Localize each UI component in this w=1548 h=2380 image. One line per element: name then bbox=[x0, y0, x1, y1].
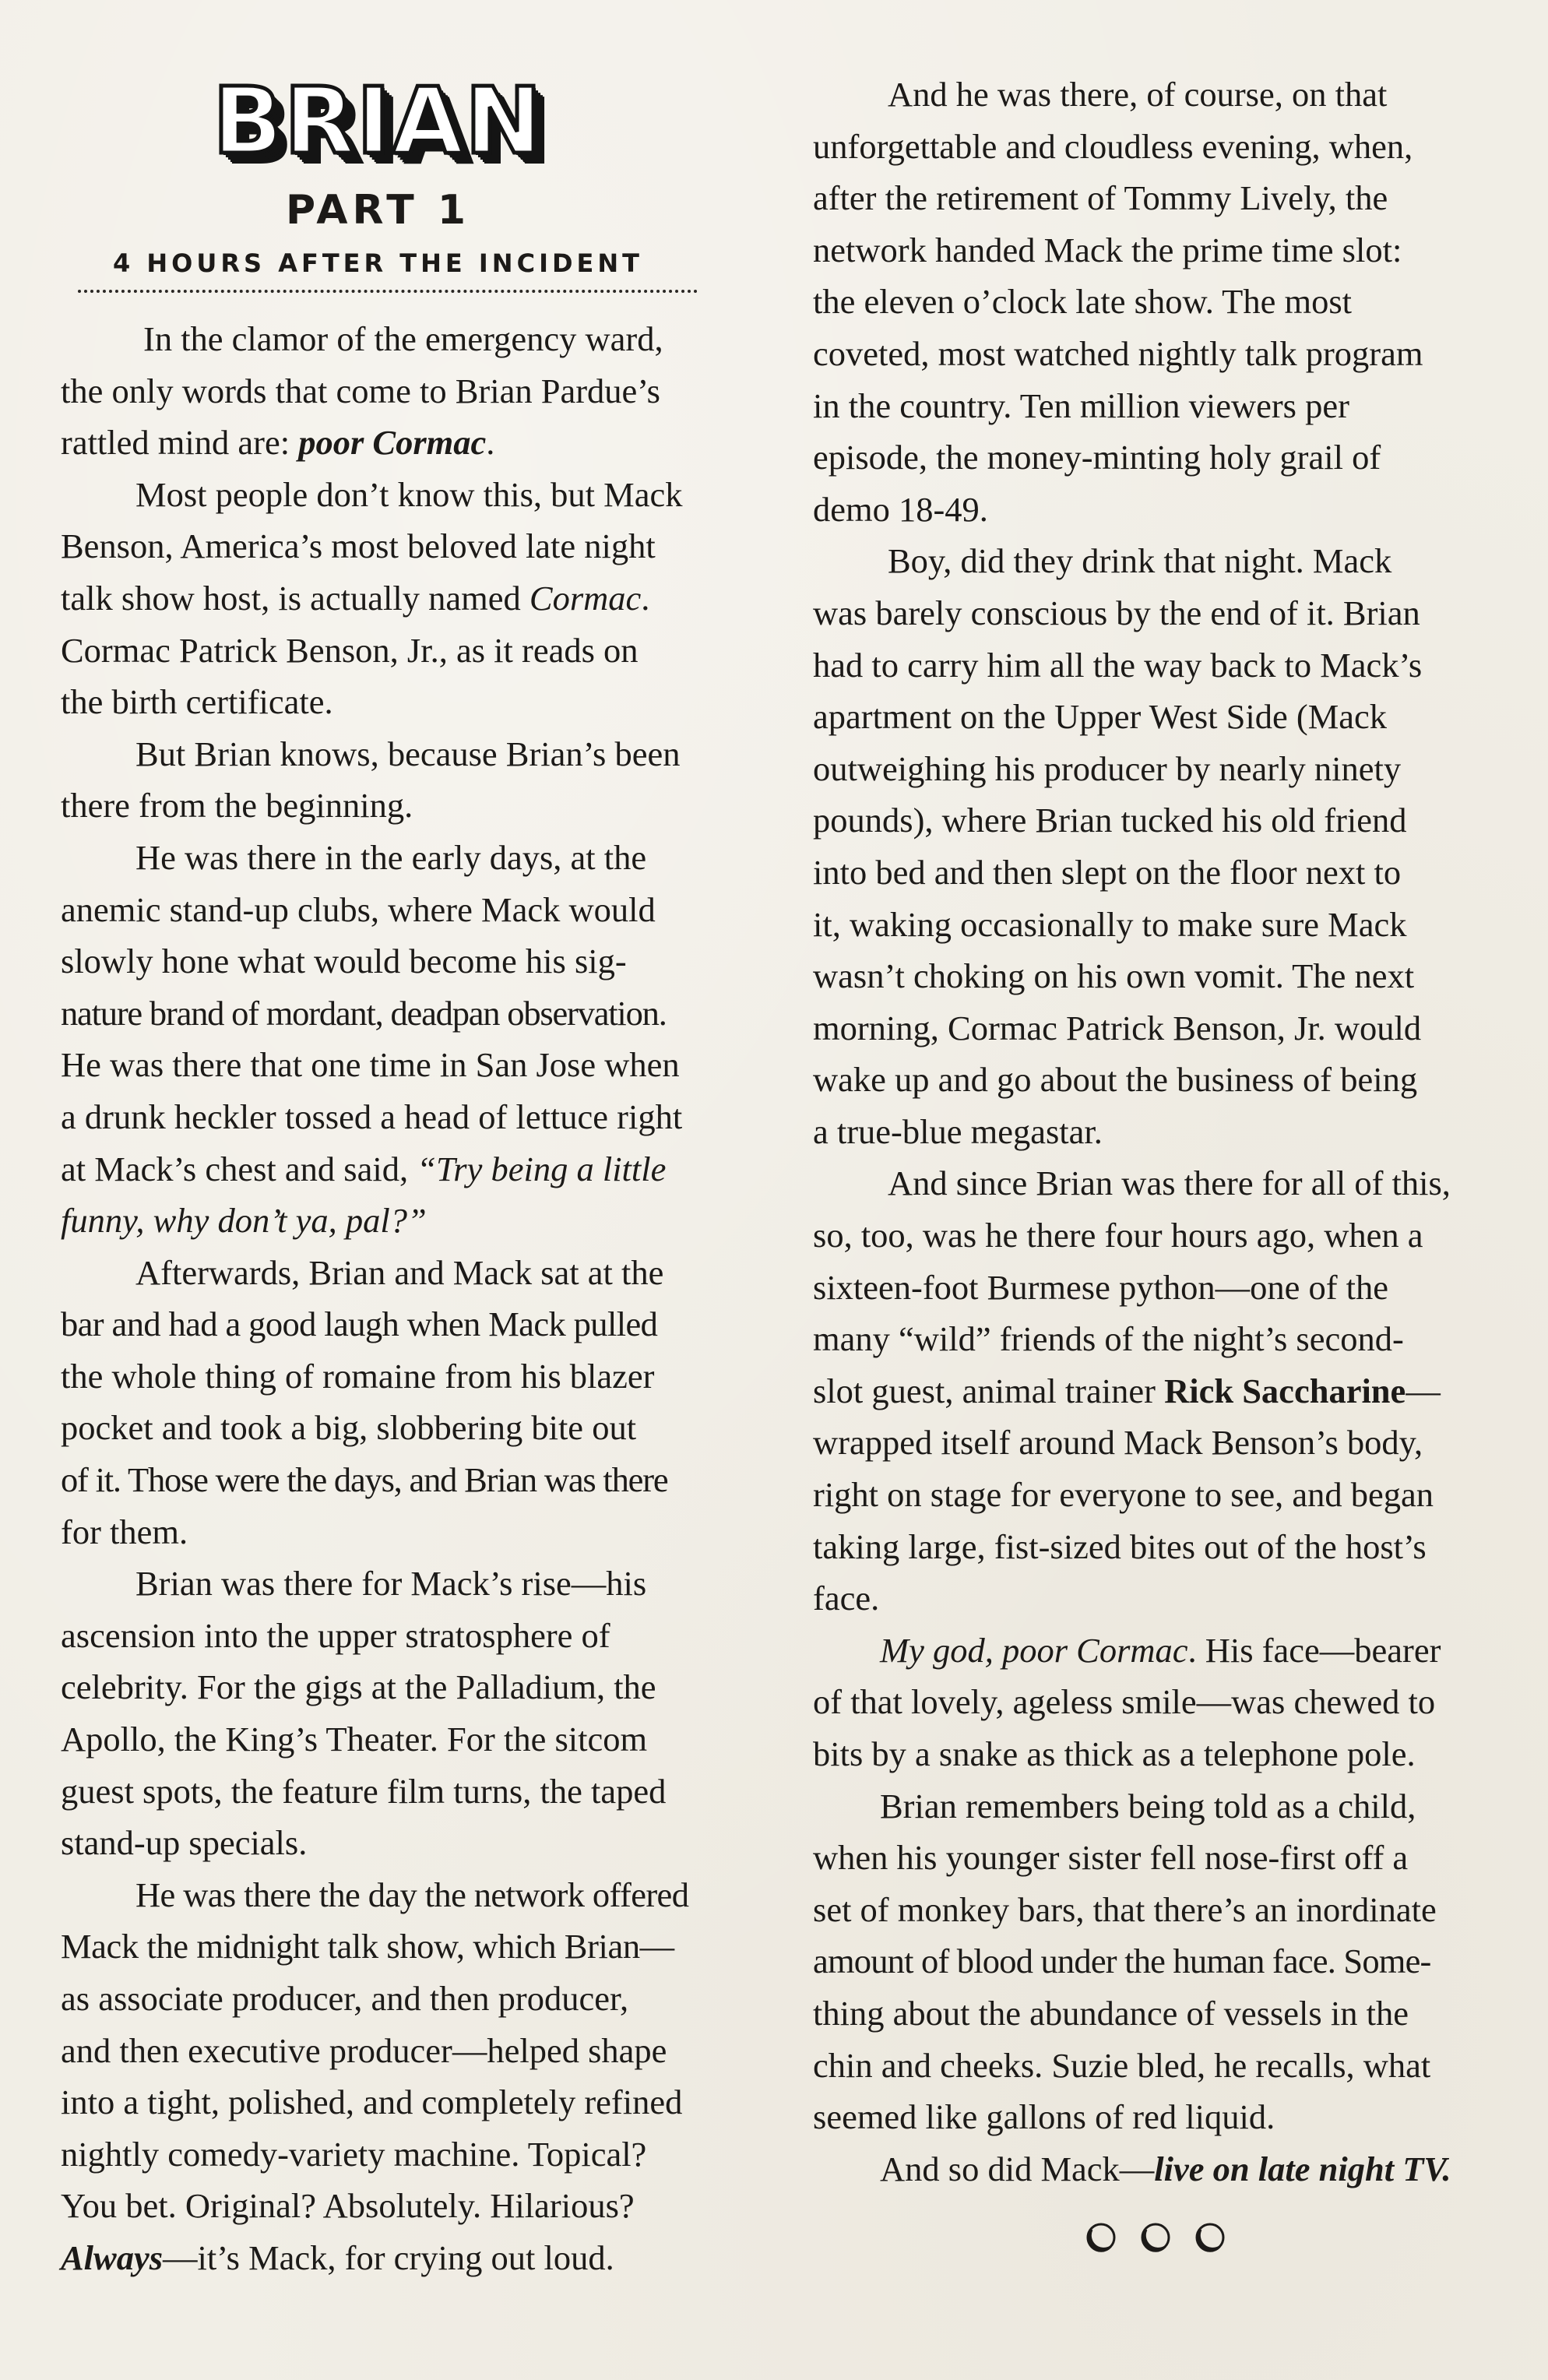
text-line: as associate producer, and then producer, bbox=[61, 1979, 629, 2018]
text-line: sixteen-foot Burmese python—one of the bbox=[813, 1267, 1389, 1307]
text-line: coveted, most watched nightly talk program bbox=[813, 333, 1423, 373]
text-line: nightly comedy-variety machine. Topical? bbox=[61, 2134, 647, 2174]
text-line: And so did Mack—live on late night TV. bbox=[880, 2149, 1451, 2188]
text-line: Always—it’s Mack, for crying out loud. bbox=[61, 2237, 614, 2277]
text-line: a true-blue megastar. bbox=[813, 1111, 1103, 1151]
story-title: BRIAN bbox=[213, 67, 544, 174]
emphasis: “Try being a little bbox=[417, 1149, 667, 1188]
text-line: My god, poor Cormac. His face—bearer bbox=[880, 1630, 1441, 1670]
text-line: But Brian knows, because Brian’s been bbox=[135, 734, 681, 773]
left-column bbox=[61, 0, 746, 2284]
text-line: celebrity. For the gigs at the Palladium, the bbox=[61, 1667, 656, 1707]
text-line: slot guest, animal trainer Rick Saccharine— bbox=[813, 1371, 1441, 1410]
text-line: and then executive producer—helped shape bbox=[61, 2030, 667, 2070]
emphasis: Rick Saccharine bbox=[1164, 1371, 1406, 1410]
text-line: rattled mind are: poor Cormac. bbox=[61, 423, 495, 463]
text-line: a drunk heckler tossed a head of lettuce right bbox=[61, 1097, 683, 1136]
text-line: episode, the money-minting holy grail of bbox=[813, 438, 1381, 477]
emphasis: live on late night TV. bbox=[1154, 2149, 1451, 2188]
text-line: it, waking occasionally to make sure Mack bbox=[813, 904, 1407, 944]
text-line: network handed Mack the prime time slot: bbox=[813, 230, 1402, 269]
text-line: had to carry him all the way back to Mack’s bbox=[813, 645, 1423, 685]
triple-moon-ornament-icon bbox=[1078, 2218, 1233, 2257]
emphasis: funny, why don’t ya, pal?” bbox=[61, 1201, 427, 1241]
text-line: of that lovely, ageless smile—was chewed to bbox=[813, 1682, 1436, 1722]
text-line: taking large, fist-sized bites out of the host’s bbox=[813, 1526, 1427, 1566]
text-line: the eleven o’clock late show. The most bbox=[813, 282, 1353, 322]
text-line: pounds), where Brian tucked his old friend bbox=[813, 801, 1407, 840]
text-line: was barely conscious by the end of it. Brian bbox=[813, 593, 1420, 632]
text-line: there from the beginning. bbox=[61, 786, 413, 826]
text-line: guest spots, the feature film turns, the taped bbox=[61, 1771, 667, 1811]
text-line: demo 18-49. bbox=[813, 489, 988, 529]
text-line: the whole thing of romaine from his blazer bbox=[61, 1356, 655, 1396]
text-line: wrapped itself around Mack Benson’s body, bbox=[813, 1423, 1423, 1463]
text-line: thing about the abundance of vessels in the bbox=[813, 1993, 1409, 2033]
text-line: the birth certificate. bbox=[61, 682, 333, 722]
subtitle: 4 HOURS AFTER THE INCIDENT bbox=[112, 248, 643, 278]
text-line: set of monkey bars, that there’s an inordinate bbox=[813, 1889, 1437, 1929]
text-line: right on stage for everyone to see, and began bbox=[813, 1475, 1434, 1515]
text-line: after the retirement of Tommy Lively, the bbox=[813, 178, 1388, 218]
text-line: nature brand of mordant, deadpan observation. bbox=[61, 993, 667, 1033]
text-line: into bed and then slept on the floor next to bbox=[813, 852, 1402, 892]
part-heading: PART 1 bbox=[285, 187, 471, 234]
header bbox=[61, 0, 695, 293]
text-line: wasn’t choking on his own vomit. The next bbox=[813, 956, 1415, 996]
text-line: apartment on the Upper West Side (Mack bbox=[813, 697, 1388, 737]
text-line: slowly hone what would become his sig- bbox=[61, 942, 627, 981]
text-line: Cormac Patrick Benson, Jr., as it reads on bbox=[61, 630, 639, 670]
text-line: outweighing his producer by nearly ninety bbox=[813, 748, 1402, 788]
text-line: talk show host, is actually named Cormac. bbox=[61, 578, 650, 618]
emphasis: Cormac bbox=[529, 578, 642, 618]
text-line: You bet. Original? Absolutely. Hilarious? bbox=[61, 2186, 635, 2226]
text-line: ascension into the upper stratosphere of bbox=[61, 1615, 610, 1655]
text-line: He was there that one time in San Jose when bbox=[61, 1045, 680, 1085]
right-column bbox=[813, 69, 1498, 2261]
text-line: wake up and go about the business of being bbox=[813, 1060, 1418, 1100]
text-line: seemed like gallons of red liquid. bbox=[813, 2097, 1275, 2137]
text-line: Afterwards, Brian and Mack sat at the bbox=[135, 1252, 664, 1292]
text-line: Benson, America’s most beloved late night bbox=[61, 526, 656, 566]
text-line: Apollo, the King’s Theater. For the sitcom bbox=[61, 1720, 648, 1759]
text-line: Brian remembers being told as a child, bbox=[880, 1786, 1416, 1825]
text-line: amount of blood under the human face. Some- bbox=[813, 1942, 1431, 1981]
text-line: Boy, did they drink that night. Mack bbox=[888, 541, 1392, 581]
text-line: morning, Cormac Patrick Benson, Jr. would bbox=[813, 1008, 1422, 1047]
text-line: Most people don’t know this, but Mack bbox=[135, 474, 683, 514]
text-line: He was there the day the network offered bbox=[135, 1875, 689, 1914]
left-column-text bbox=[61, 313, 746, 2284]
emphasis: poor Cormac bbox=[298, 423, 487, 463]
emphasis: Always bbox=[61, 2237, 164, 2277]
text-line: the only words that come to Brian Pardue’s bbox=[61, 371, 660, 410]
text-line bbox=[61, 1195, 746, 1247]
text-line: anemic stand-up clubs, where Mack would bbox=[61, 889, 656, 929]
text-line: pocket and took a big, slobbering bite out bbox=[61, 1408, 637, 1448]
text-line: bits by a snake as thick as a telephone pole. bbox=[813, 1734, 1416, 1773]
text-line: He was there in the early days, at the bbox=[135, 837, 647, 877]
dotted-divider bbox=[78, 290, 698, 293]
text-line: Mack the midnight talk show, which Brian— bbox=[61, 1927, 674, 1966]
text-line: stand-up specials. bbox=[61, 1823, 308, 1863]
text-line: at Mack’s chest and said, “Try being a little bbox=[61, 1149, 667, 1188]
text-line: bar and had a good laugh when Mack pulled bbox=[61, 1304, 658, 1344]
text-line: chin and cheeks. Suzie bled, he recalls, what bbox=[813, 2045, 1431, 2085]
text-line: Brian was there for Mack’s rise—his bbox=[135, 1564, 647, 1604]
text-line: for them. bbox=[61, 1512, 188, 1551]
text-line: In the clamor of the emergency ward, bbox=[143, 319, 663, 358]
right-column-text bbox=[813, 69, 1498, 2195]
text-line: face. bbox=[813, 1579, 880, 1618]
text-line: so, too, was he there four hours ago, when a bbox=[813, 1216, 1423, 1255]
text-line: And since Brian was there for all of this, bbox=[888, 1164, 1451, 1203]
emphasis: My god, poor Cormac bbox=[880, 1630, 1188, 1670]
text-line: into a tight, polished, and completely refined bbox=[61, 2082, 683, 2122]
text-line: unforgettable and cloudless evening, when, bbox=[813, 126, 1413, 166]
text-line: of it. Those were the days, and Brian was there bbox=[61, 1460, 668, 1500]
text-line: many “wild” friends of the night’s second- bbox=[813, 1319, 1404, 1359]
text-line: And he was there, of course, on that bbox=[888, 75, 1388, 114]
text-line: when his younger sister fell nose-first off a bbox=[813, 1838, 1409, 1878]
text-line: in the country. Ten million viewers per bbox=[813, 386, 1349, 425]
